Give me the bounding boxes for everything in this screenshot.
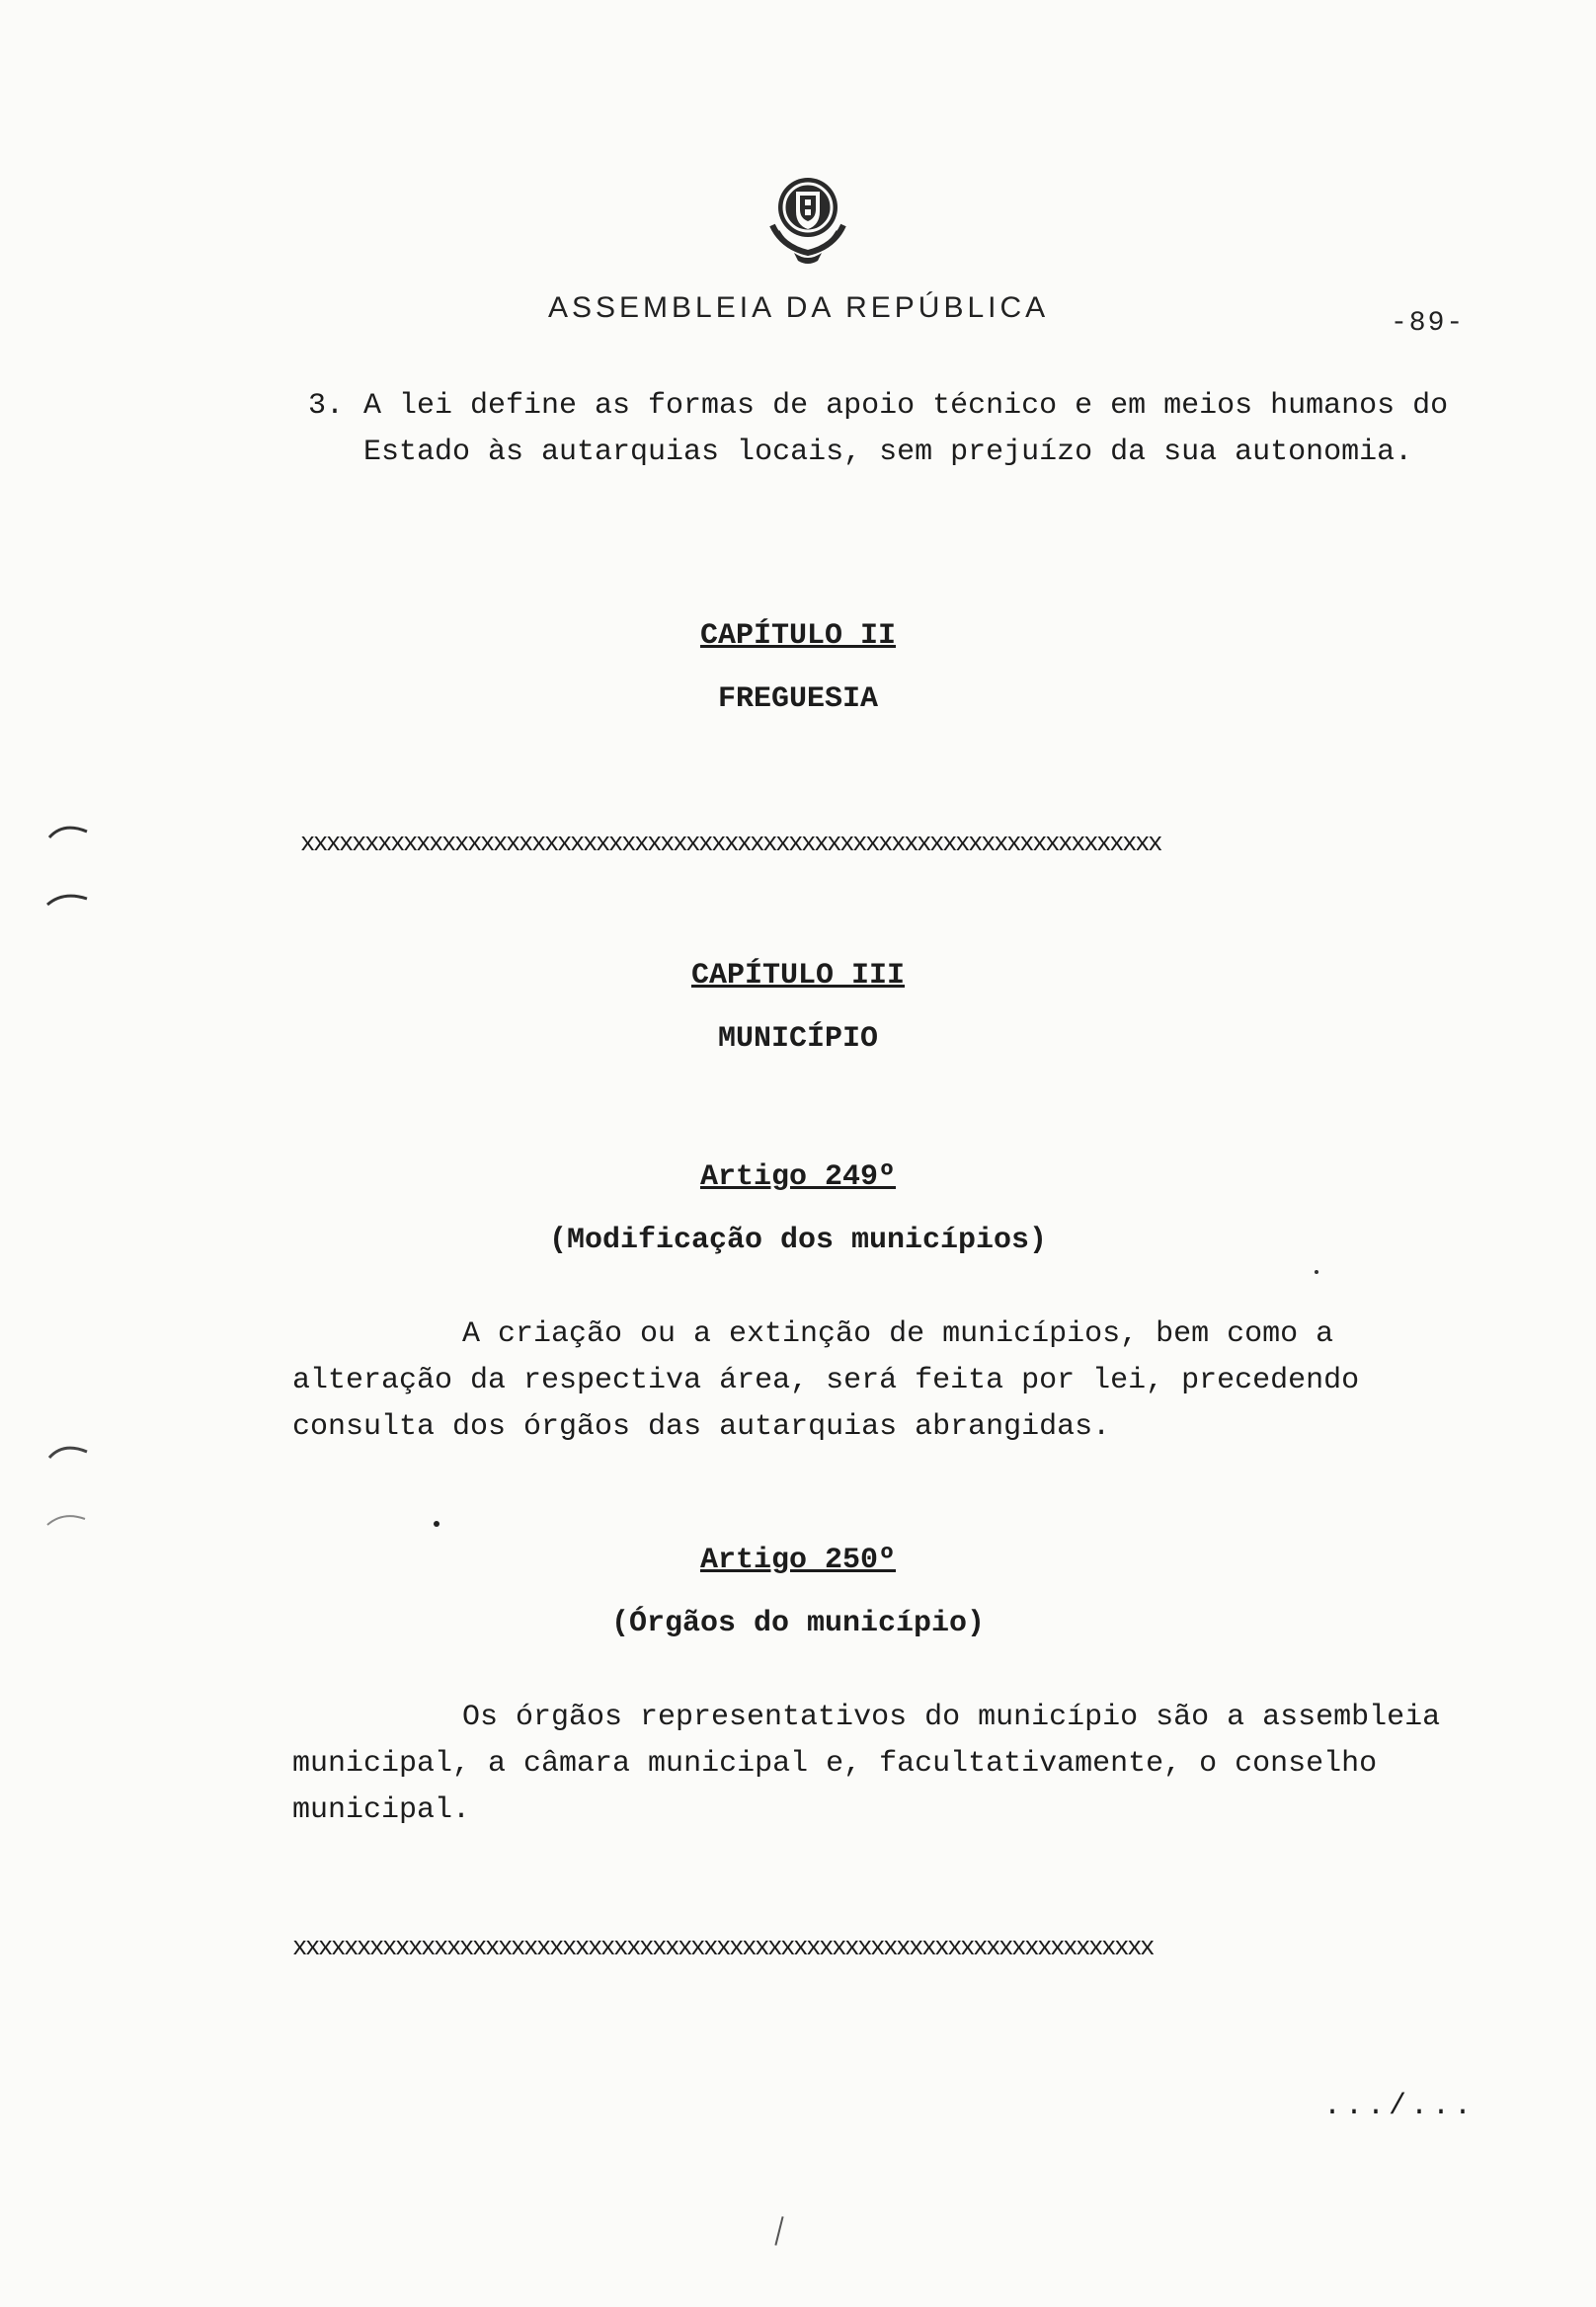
paragraph-number: 3. bbox=[308, 389, 345, 423]
chapter-title: MUNICÍPIO bbox=[717, 1022, 879, 1056]
chapter-title: FREGUESIA bbox=[717, 682, 879, 716]
separator-line: xxxxxxxxxxxxxxxxxxxxxxxxxxxxxxxxxxxxxxxxxxxxxxxxxxxxxxxxxxxxxxxxxxx bbox=[300, 830, 1161, 858]
binder-hole-marks bbox=[40, 1430, 99, 1539]
article-text: Os órgãos representativos do município são a assembleia municipal, a câmara municipal e, facultativamente, o conselho municipal. bbox=[292, 1701, 1441, 1827]
article-title: (Modificação dos municípios) bbox=[548, 1224, 1048, 1257]
article-heading: Artigo 249º bbox=[699, 1160, 897, 1194]
speck bbox=[1315, 1270, 1318, 1274]
chapter-heading: CAPÍTULO II bbox=[699, 619, 897, 653]
article-text: A criação ou a extinção de municípios, bem como a alteração da respectiva área, será feita por lei, precedendo consulta dos órgãos das autarquias abrangidas. bbox=[292, 1317, 1360, 1444]
article-body bbox=[292, 1695, 1482, 1834]
continuation-marker: .../... bbox=[1323, 2090, 1476, 2123]
article-heading: Artigo 250º bbox=[699, 1544, 897, 1577]
institution-title: ASSEMBLEIA DA REPÚBLICA bbox=[548, 291, 1050, 324]
chapter-heading: CAPÍTULO III bbox=[690, 959, 906, 993]
article-title: (Órgãos do município) bbox=[610, 1607, 986, 1640]
numbered-paragraph bbox=[308, 383, 1483, 476]
binder-hole-marks bbox=[40, 810, 99, 918]
speck bbox=[434, 1521, 439, 1527]
page-number: -89- bbox=[1391, 308, 1466, 339]
stray-mark bbox=[774, 2216, 783, 2246]
article-body bbox=[292, 1312, 1482, 1451]
paragraph-text: A lei define as formas de apoio técnico e em meios humanos do Estado às autarquias locais, sem prejuízo da sua autonomia. bbox=[363, 389, 1449, 469]
coat-of-arms-icon bbox=[758, 166, 857, 271]
separator-line: xxxxxxxxxxxxxxxxxxxxxxxxxxxxxxxxxxxxxxxxxxxxxxxxxxxxxxxxxxxxxxxxxxx bbox=[292, 1934, 1154, 1962]
